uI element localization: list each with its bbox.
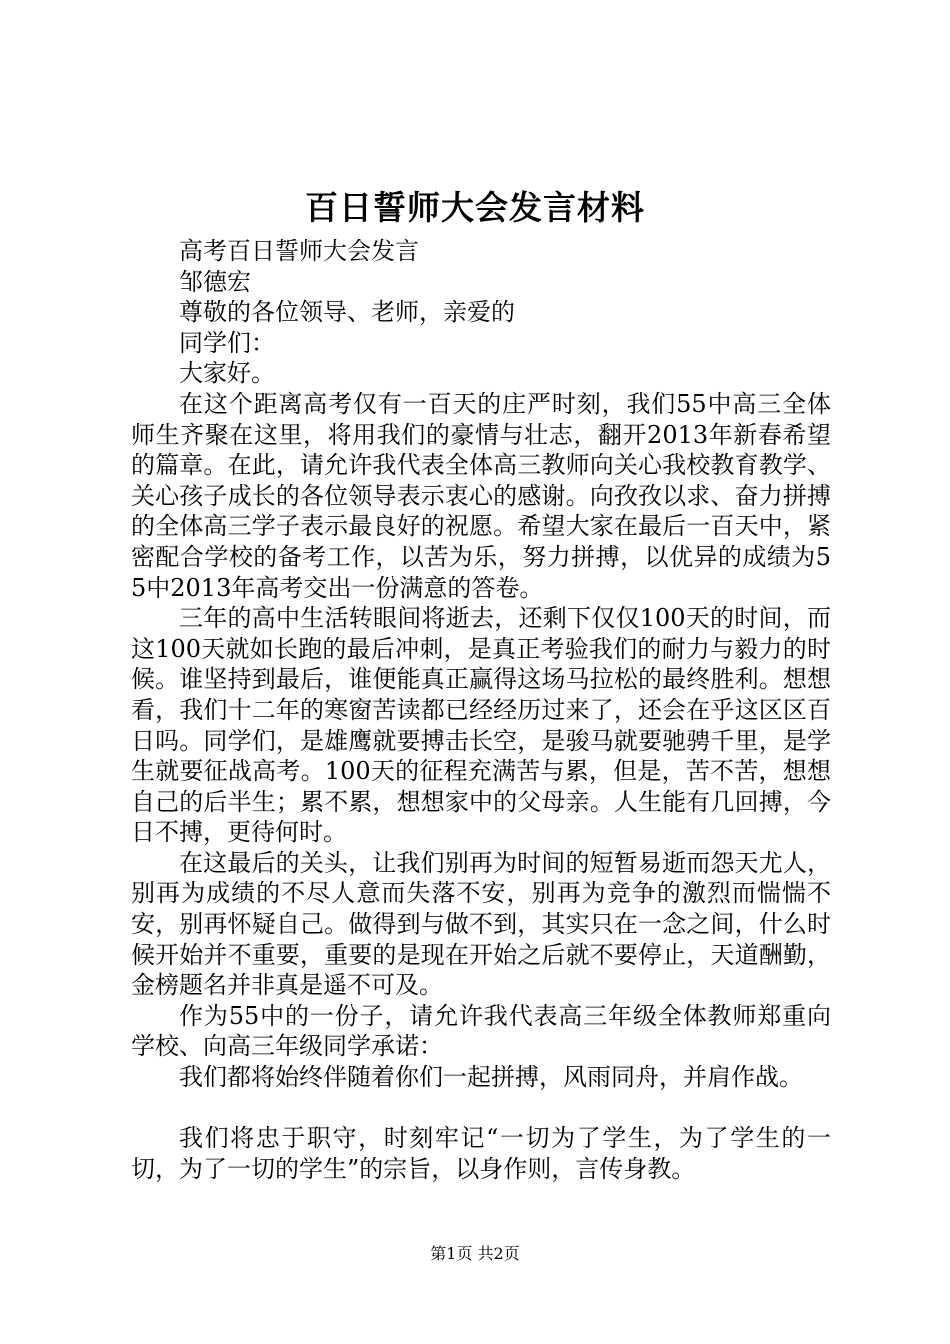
paragraph-salutation: 尊敬的各位领导、老师，亲爱的: [179, 298, 515, 327]
page-footer: 第1页 共2页: [430, 1244, 520, 1263]
paragraph-body: 三年的高中生活转眼间将逝去，还剩下仅仅100天的时间，而这100天就如长跑的最后冲刺，是真正考验我们的耐力与毅力的时候。谁坚持到最后，谁便能真正赢得这场马拉松的最终胜利。想想看，我们十二年的寒窗苦读都已经经历过来了，还会在乎这区区百日吗。同学们，是雄鹰就要搏击长空，是骏马就要驰骋千里，是学生就要征战高考。100天的征程充满苦与累，但是，苦不苦，想想自己的后半生；累不累，想想家中的父母亲。人生能有几回搏，今日不搏，更待何时。: [131, 604, 831, 847]
document-title: 百日誓师大会发言材料: [305, 188, 645, 227]
paragraph-body: 我们都将始终伴随着你们一起拼搏，风雨同舟，并肩作战。: [179, 1063, 803, 1092]
paragraph-blank: [131, 1093, 831, 1124]
paragraph-body: 在这个距离高考仅有一百天的庄严时刻，我们55中高三全体师生齐聚在这里，将用我们的豪情与壮志，翻开2013年新春希望的篇章。在此，请允许我代表全体高三教师向关心我校教育教学、关心孩子成长的各位领导表示衷心的感谢。向孜孜以求、奋力拼搏的全体高三学子表示最良好的祝愿。希望大家在最后一百天中，紧密配合学校的备考工作，以苦为乐，努力拼搏，以优异的成绩为55中2013年高考交出一份满意的答卷。: [131, 389, 831, 602]
paragraph-greeting: 大家好。: [179, 359, 275, 388]
document-body: [131, 236, 831, 1184]
paragraph-author: 邹德宏: [179, 267, 251, 296]
paragraph-heading: 高考百日誓师大会发言: [179, 237, 419, 265]
paragraph-body: 我们将忠于职守，时刻牢记“一切为了学生，为了学生的一切，为了一切的学生”的宗旨，以身作则，言传身教。: [131, 1124, 831, 1183]
paragraph-body: 在这最后的关头，让我们别再为时间的短暂易逝而怨天尤人，别再为成绩的不尽人意而失落不安，别再为竞争的激烈而惴惴不安，别再怀疑自己。做得到与做不到，其实只在一念之间，什么时候开始并不重要，重要的是现在开始之后就不要停止，天道酬勤，金榜题名并非真是遥不可及。: [131, 848, 831, 1000]
paragraph-salutation-cont: 同学们：: [179, 328, 275, 357]
paragraph-body: 作为55中的一份子，请允许我代表高三年级全体教师郑重向学校、向高三年级同学承诺：: [131, 1001, 831, 1061]
